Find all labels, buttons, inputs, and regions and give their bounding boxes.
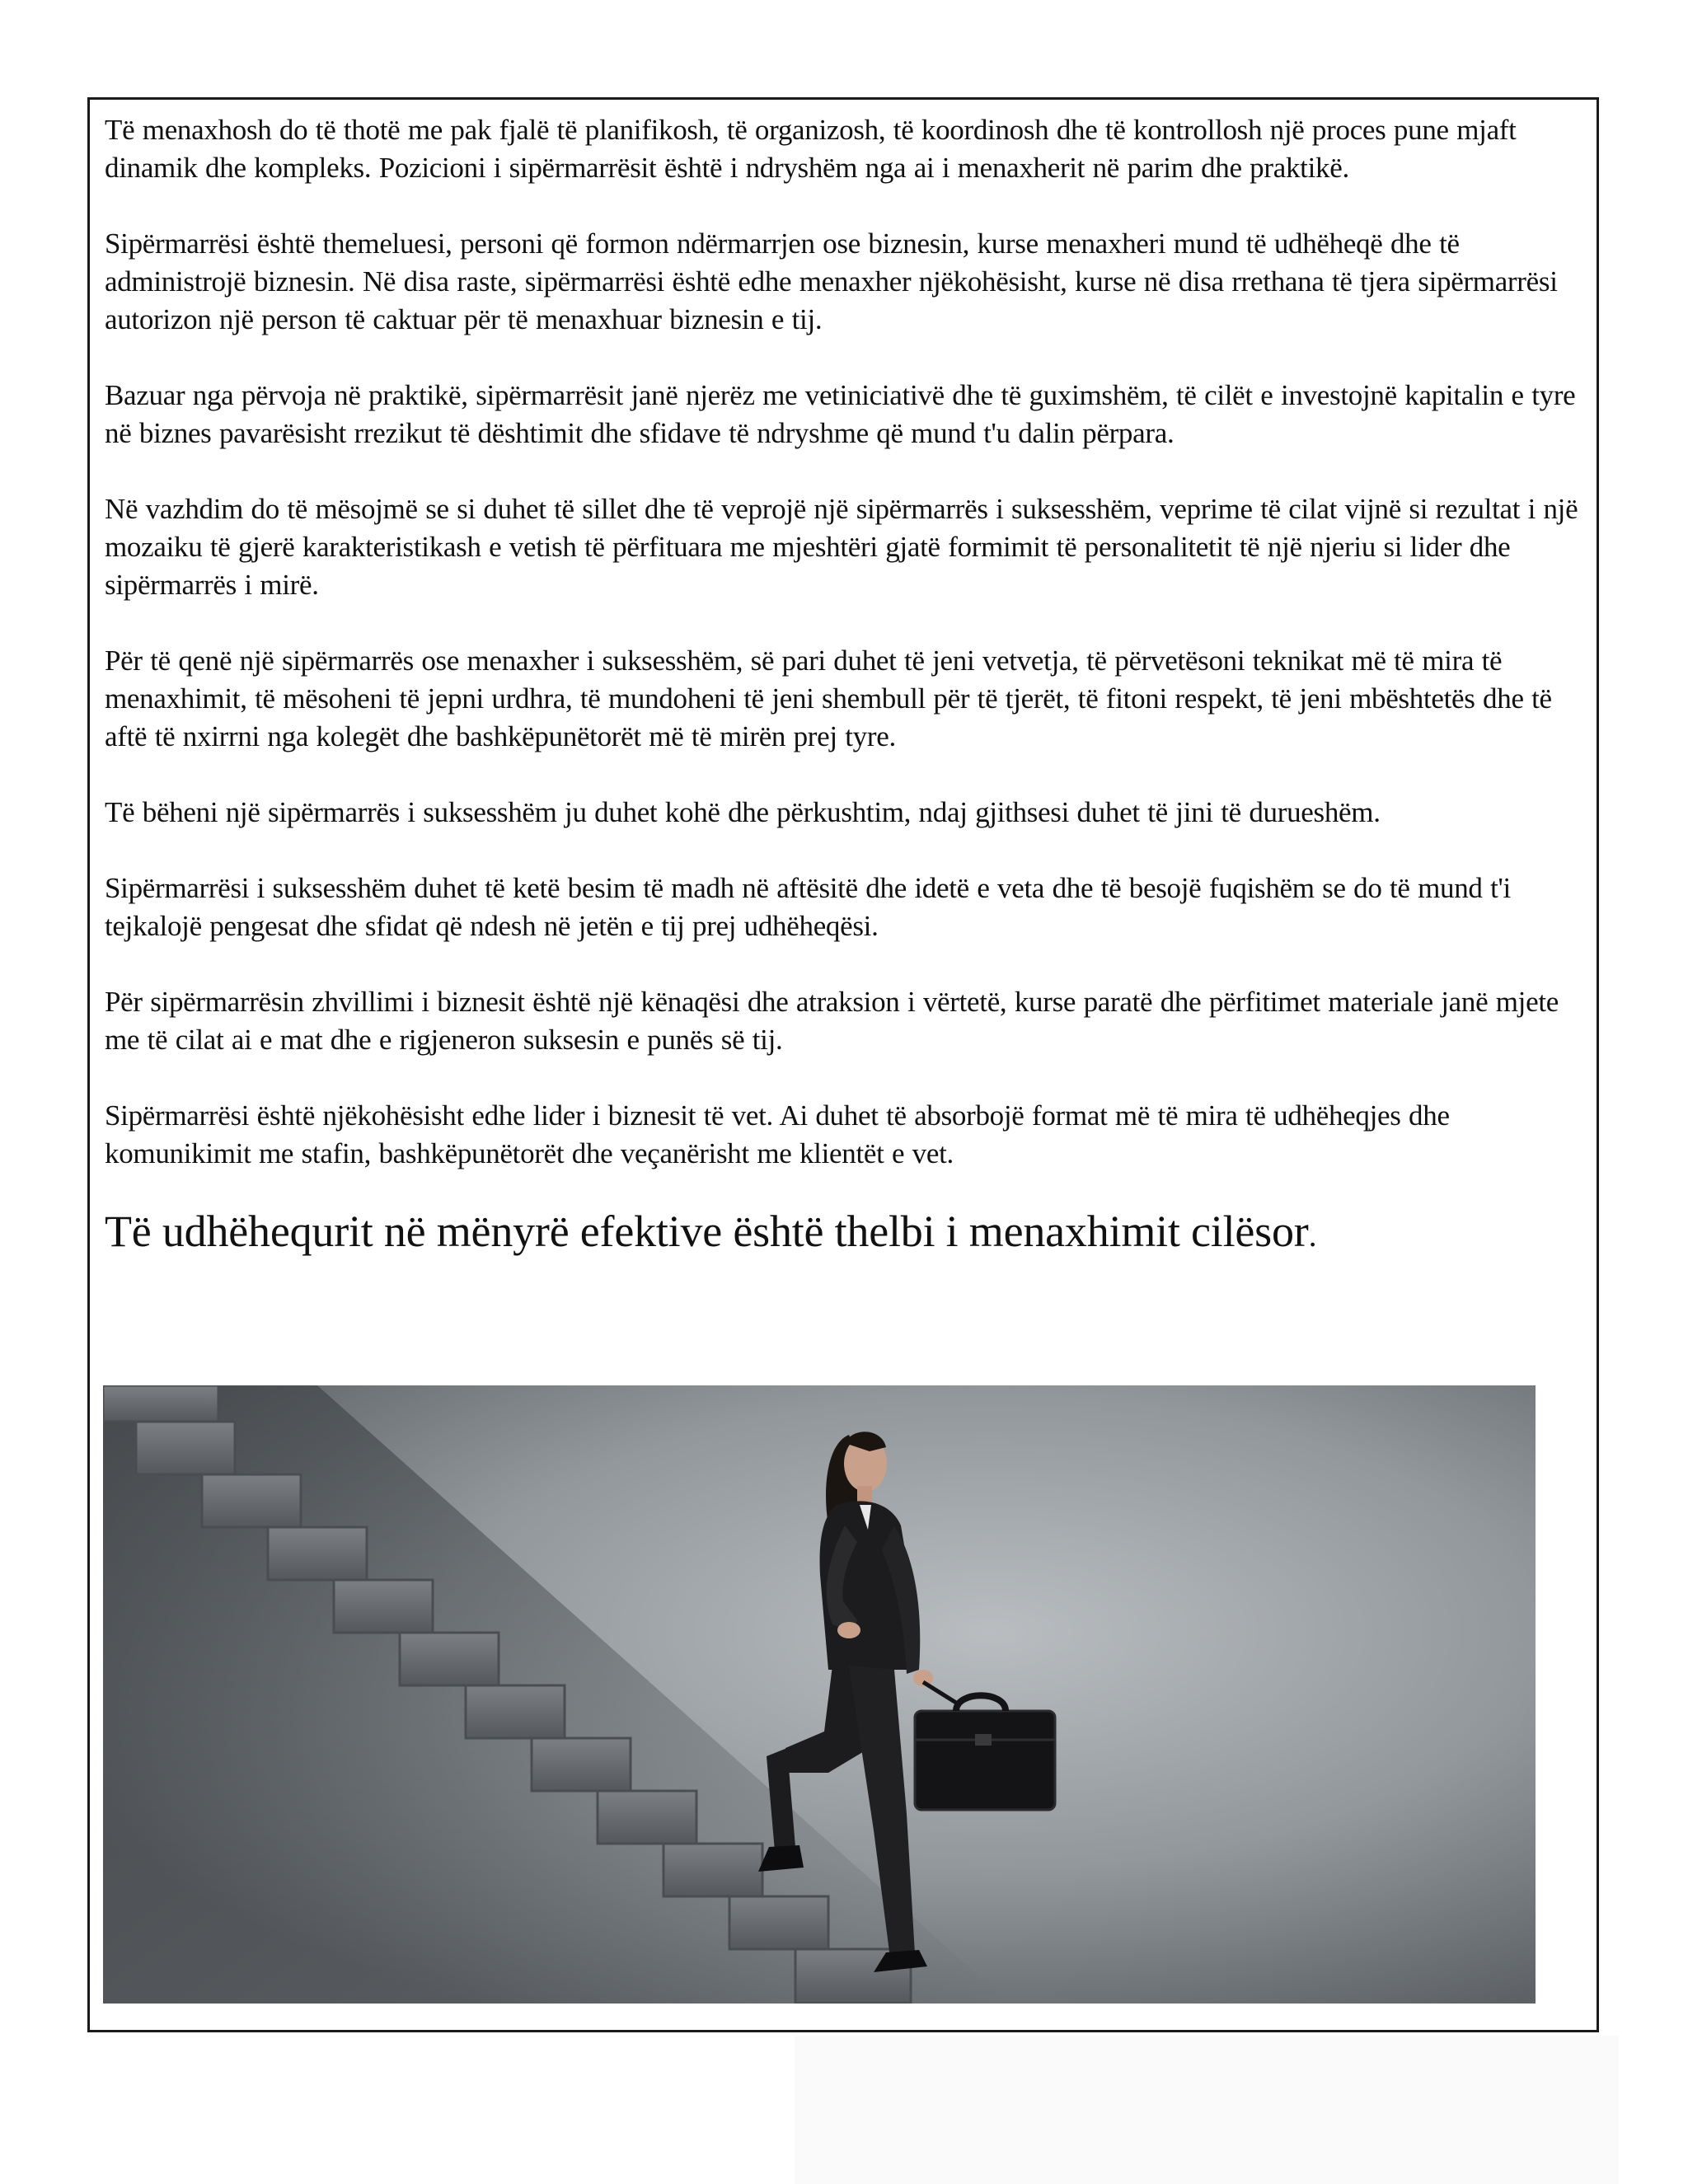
paragraph-7: Sipërmarrësi i suksesshëm duhet të ketë besim të madh në aftësitë dhe idetë e veta dhe të besojë fuqishëm se do të mund t'i tejkalojë pengesat dhe sfidat që ndesh në jetën e tij prej udhëheqësi.	[105, 872, 1511, 942]
paragraph-4: Në vazhdim do të mësojmë se si duhet të sillet dhe të veprojë një sipërmarrës i suksesshëm, veprime të cilat vijnë si rezultat i një mozaiku të gjerë karakteristikash e vetish të përfituara me mjeshtëri gjatë formimit të personalitetit të një njeriu si lider dhe sipërmarrës i mirë.	[105, 493, 1578, 601]
closing-heading	[105, 1204, 1580, 1263]
stairs-illustration	[103, 1385, 1536, 2004]
paragraph-9: Sipërmarrësi është njëkohësisht edhe lider i biznesit të vet. Ai duhet të absorbojë format më të mira të udhëheqjes dhe komunikimit me stafin, bashkëpunëtorët dhe veçanërisht me klientët e vet.	[105, 1099, 1450, 1169]
paragraph-6: Të bëheni një sipërmarrës i suksesshëm ju duhet kohë dhe përkushtim, ndaj gjithsesi duhet të jini të durueshëm.	[105, 796, 1381, 828]
businesswoman-climbing-stairs-image	[103, 1385, 1536, 2004]
page-edge-shade	[795, 2036, 1619, 2184]
briefcase-icon	[915, 1711, 1055, 1810]
page-frame	[87, 97, 1599, 2032]
paragraph-8: Për sipërmarrësin zhvillimi i biznesit është një kënaqësi dhe atraksion i vërtetë, kurse paratë dhe përfitimet materiale janë mjete me të cilat ai e mat dhe e rigjeneron suksesin e punës së tij.	[105, 986, 1559, 1056]
closing-heading-text: Të udhëhequrit në mënyrë efektive është thelbi i menaxhimit cilësor	[105, 1207, 1309, 1256]
paragraph-5: Për të qenë një sipërmarrës ose menaxher i suksesshëm, së pari duhet të jeni vetvetja, të përvetësoni teknikat më të mira të menaxhimit, të mësoheni të jepni urdhra, të mundoheni të jeni shembull për të tjerët, të fitoni respekt, të jeni mbështetës dhe të aftë të nxirrni nga kolegët dhe bashkëpunëtorët më të mirën prej tyre.	[105, 644, 1552, 752]
closing-heading-period: .	[1308, 1216, 1317, 1254]
paragraph-2: Sipërmarrësi është themeluesi, personi që formon ndërmarrjen ose biznesin, kurse menaxheri mund të udhëheqë dhe të administrojë biznesin. Në disa raste, sipërmarrësi është edhe menaxher njëkohësisht, kurse në disa rrethana të tjera sipërmarrësi autorizon një person të caktuar për të menaxhuar biznesin e tij.	[105, 227, 1558, 335]
paragraph-1: Të menaxhosh do të thotë me pak fjalë të planifikosh, të organizosh, të koordinosh dhe të kontrollosh një proces pune mjaft dinamik dhe kompleks. Pozicioni i sipërmarrësit është i ndryshëm nga ai i menaxherit në parim dhe praktikë.	[105, 114, 1517, 184]
article-body	[105, 111, 1580, 1287]
paragraph-3: Bazuar nga përvoja në praktikë, sipërmarrësit janë njerëz me vetiniciativë dhe të guximshëm, të cilët e investojnë kapitalin e tyre në biznes pavarësisht rrezikut të dështimit dhe sfidave të ndryshme që mund t'u dalin përpara.	[105, 379, 1576, 449]
